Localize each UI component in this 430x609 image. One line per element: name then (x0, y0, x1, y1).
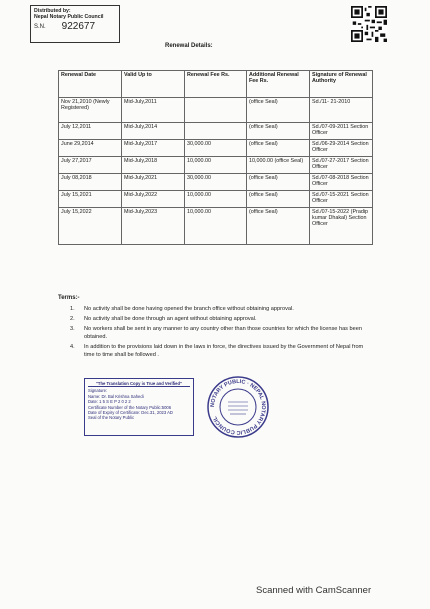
item-text: In addition to the provisions laid down in the laws in force, the directives issued by the Government of Nepal from time to time shall be followed . (84, 344, 364, 358)
table-row (59, 140, 373, 157)
cell: 10,000.00 (185, 157, 247, 174)
stamp-line: Signature: (88, 388, 108, 394)
col-renewal-date: Renewal Date (59, 71, 122, 98)
stamp-line: Seal of the Notary Public (88, 415, 135, 421)
cell: (office Seal) (247, 123, 310, 140)
cell: 30,000.00 (185, 140, 247, 157)
cell: Nov 21,2010 (Newly Registered) (59, 98, 122, 123)
list-item (70, 315, 370, 323)
cell: Sd./07-27-2017 Section Officer (310, 157, 373, 174)
cell: July 12,2011 (59, 123, 122, 140)
table-row (59, 191, 373, 208)
cell: (office Seal) (247, 140, 310, 157)
item-text: No activity shall be done through an agent without obtaining approval. (84, 316, 257, 322)
cell: Sd./11- 21-2010 (310, 98, 373, 123)
cell: Sd./07-15-2021 Section Officer (310, 191, 373, 208)
terms-list (70, 305, 370, 361)
renewal-table (58, 70, 373, 245)
item-number: 3. (70, 326, 75, 332)
serial-number (34, 21, 116, 32)
col-valid-up-to: Valid Up to (122, 71, 185, 98)
svg-text:NOTARY PUBLIC · NEPAL NOTARY P (210, 379, 266, 435)
stamp-header: "The Translation Copy is True and Verified" (88, 381, 190, 387)
cell (185, 98, 247, 123)
cell (185, 123, 247, 140)
distribution-council: Nepal Notary Public Council (34, 14, 104, 20)
notary-seal-icon (206, 375, 270, 439)
stamp-line: Certificate Number of the Notary Public:5006 (88, 404, 172, 410)
item-text: No activity shall be done having opened the branch office without obtaining approval. (84, 306, 294, 312)
cell: Mid-July,2022 (122, 191, 185, 208)
camscanner-footer: Scanned with CamScanner (256, 585, 372, 596)
terms-heading: Terms:- (58, 295, 80, 301)
table-row (59, 157, 373, 174)
cell: 10,000.00 (office Seal) (247, 157, 310, 174)
qr-code-icon (351, 6, 387, 42)
list-item (70, 305, 370, 313)
cell: July 15,2022 (59, 208, 122, 245)
sn-label: S.N. (34, 24, 46, 30)
cell: Mid-July,2014 (122, 123, 185, 140)
col-signature: Signature of Renewal Authority (310, 71, 373, 98)
stamp-line: Name: Dr. Bal Krishna Sahedi (88, 393, 144, 399)
distribution-label: Distributed by: (34, 8, 71, 14)
item-number: 2. (70, 316, 75, 322)
cell: Mid-July,2017 (122, 140, 185, 157)
item-number: 4. (70, 344, 75, 350)
cell: Sd./07-08-2018 Section Officer (310, 174, 373, 191)
table-row (59, 98, 373, 123)
cell: (office Seal) (247, 174, 310, 191)
cell: Mid-July,2023 (122, 208, 185, 245)
cell: (office Seal) (247, 191, 310, 208)
item-text: No workers shall be sent in any manner to any country other than those countries for which the license has been obtained. (84, 326, 362, 340)
table-row (59, 174, 373, 191)
cell: Mid-July,2018 (122, 157, 185, 174)
col-renewal-fee: Renewal Fee Rs. (185, 71, 247, 98)
cell: 10,000.00 (185, 191, 247, 208)
table-row (59, 123, 373, 140)
list-item (70, 343, 370, 359)
item-number: 1. (70, 306, 75, 312)
cell: Sd./06-29-2014 Section Officer (310, 140, 373, 157)
cell: Mid-July,2021 (122, 174, 185, 191)
cell: Sd./07-15-2022 (Pradip kumar Dhakal) Section Officer (310, 208, 373, 245)
cell: July 27,2017 (59, 157, 122, 174)
list-item (70, 325, 370, 341)
distribution-box (30, 5, 120, 43)
cell: 30,000.00 (185, 174, 247, 191)
table-row (59, 208, 373, 245)
cell: June 29,2014 (59, 140, 122, 157)
seal-text: NOTARY PUBLIC · NEPAL NOTARY PUBLIC COUNCIL (209, 378, 267, 436)
sn-number: 922677 (61, 21, 96, 32)
col-additional-fee: Additional Renewal Fee Rs. (247, 71, 310, 98)
renewal-title: Renewal Details: (165, 43, 213, 49)
stamp-line: Date of Expiry of Certificate: Dec.31, 2023 AD (88, 410, 173, 416)
cell: (office Seal) (247, 98, 310, 123)
cell: Mid-July,2011 (122, 98, 185, 123)
stamp-line: Date: 1 5 S E P 2 0 2 2 (88, 399, 131, 405)
translation-verification-stamp (84, 378, 194, 436)
cell: July 08,2018 (59, 174, 122, 191)
cell: (office Seal) (247, 208, 310, 245)
table-header-row (59, 71, 373, 98)
cell: 10,000.00 (185, 208, 247, 245)
cell: Sd./07-09-2011 Section Officer (310, 123, 373, 140)
cell: July 15,2021 (59, 191, 122, 208)
